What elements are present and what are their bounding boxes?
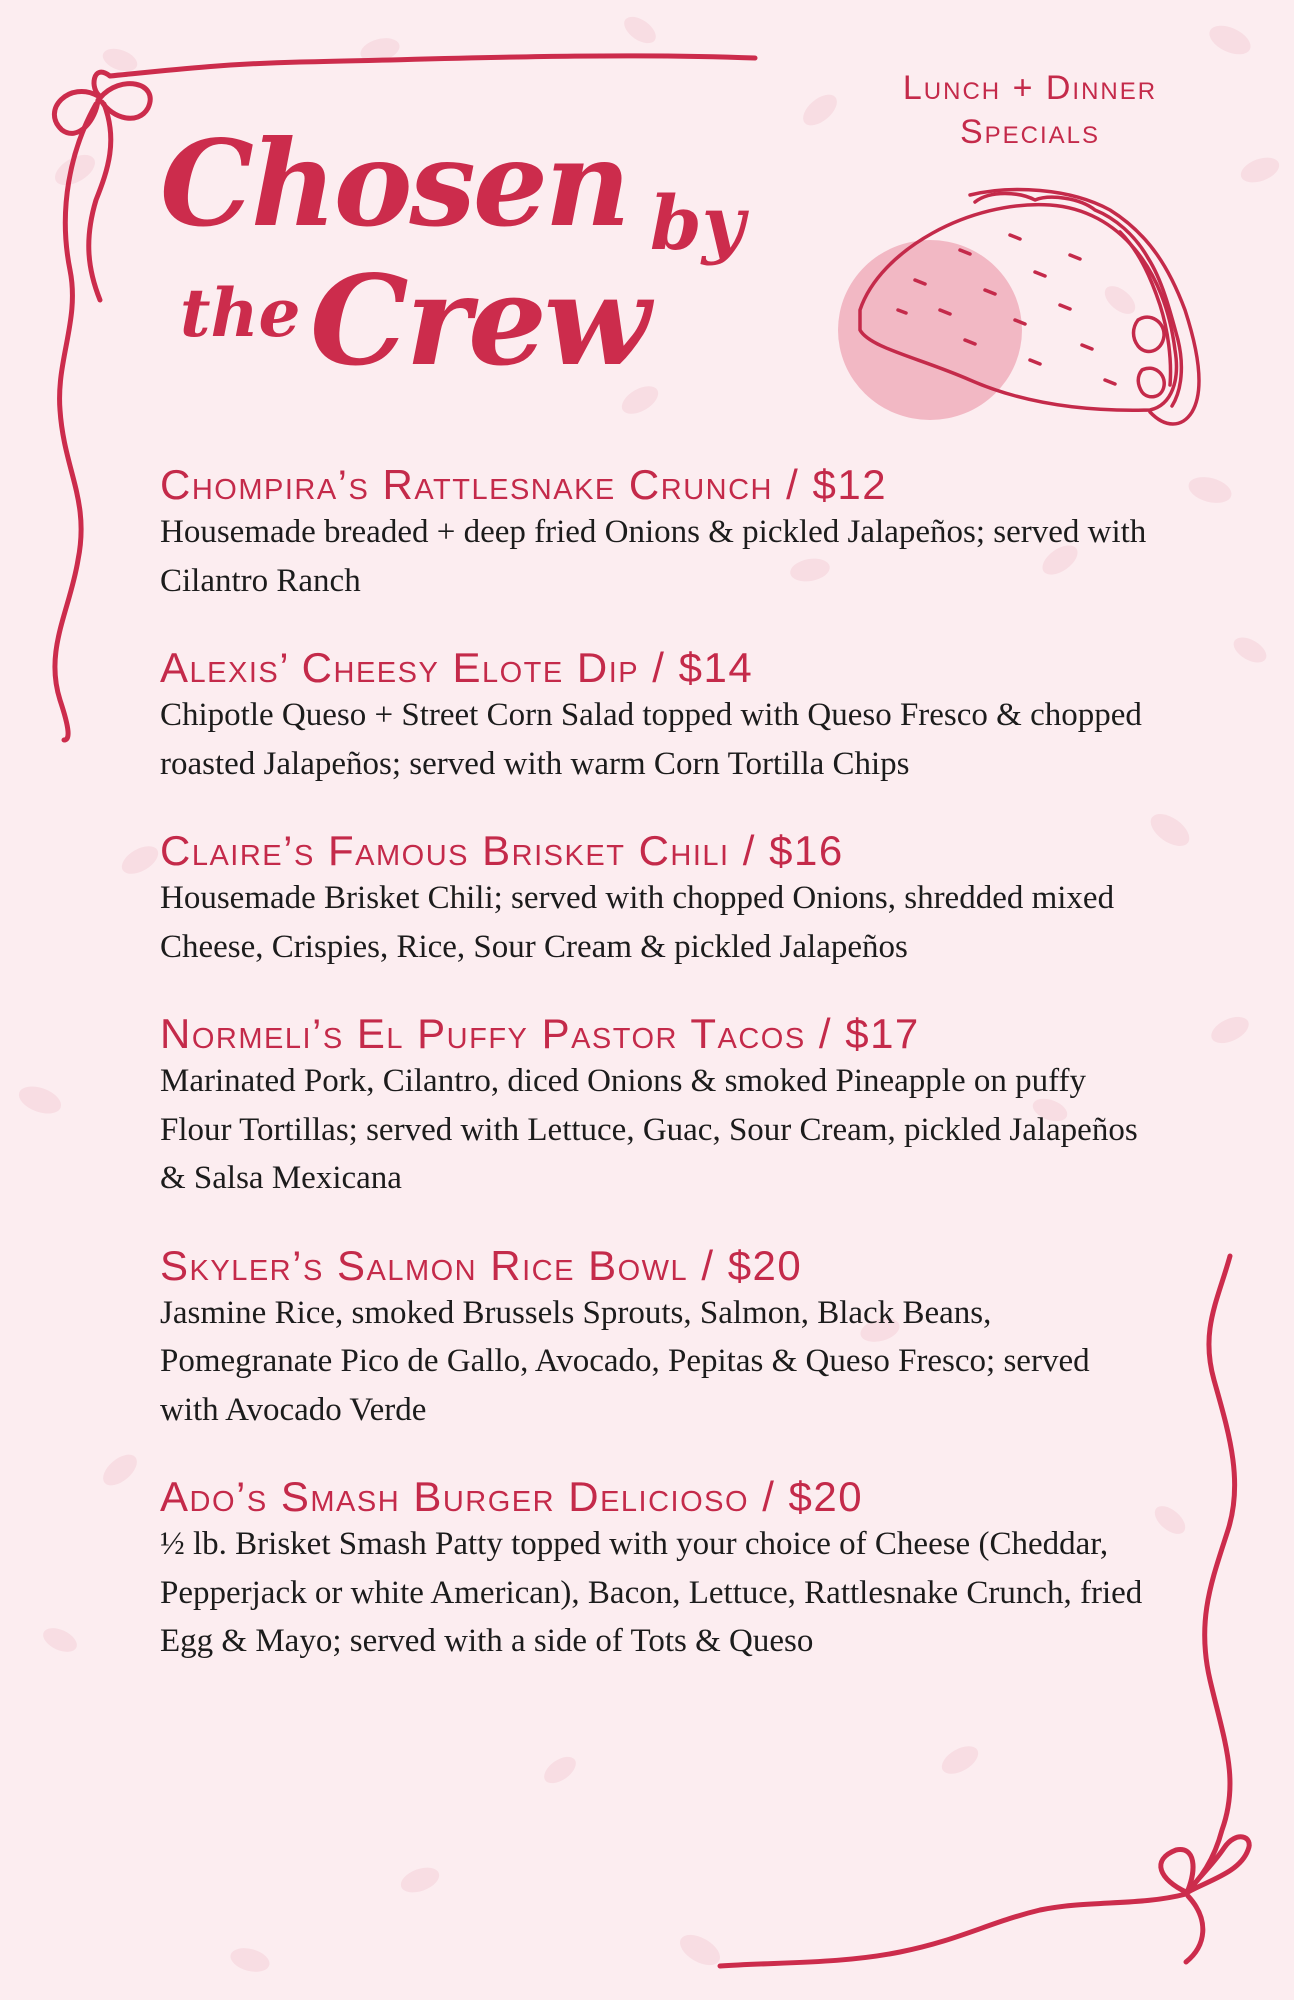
menu-item-description: Marinated Pork, Cilantro, diced Onions & smoked Pineapple on puffy Flour Tortillas; served with Lettuce, Guac, Sour Cream, pickled Jalapeños & Salsa Mexicana (160, 1063, 1138, 1196)
menu-item-title: Alexis’ Cheesy Elote Dip / $14 (160, 644, 754, 691)
menu-item (160, 643, 1160, 788)
menu-item (160, 1009, 1160, 1203)
title-by: by (650, 181, 745, 267)
menu-item-title: Skyler’s Salmon Rice Bowl / $20 (160, 1241, 803, 1289)
subtitle-line1: Lunch + Dinner (902, 69, 1158, 107)
menu-item-title: Claire’s Famous Brisket Chili / $16 (160, 827, 844, 874)
menu-item-description: ½ lb. Brisket Smash Patty topped with your choice of Cheese (Cheddar, Pepperjack or white American), Bacon, Lettuce, Rattlesnake Crunch, fried Egg & Mayo; served with a side of Tots & Queso (160, 1526, 1143, 1659)
menu-item-description: Housemade breaded + deep fried Onions & pickled Jalapeños; served with Cilantro Ranch (160, 514, 1147, 599)
menu-item (160, 1472, 1160, 1666)
menu-item-description: Housemade Brisket Chili; served with chopped Onions, shredded mixed Cheese, Crispies, Rice, Sour Cream & pickled Jalapeños (160, 880, 1115, 965)
menu-item (160, 460, 1160, 605)
menu-item-description: Jasmine Rice, smoked Brussels Sprouts, Salmon, Black Beans, Pomegranate Pico de Gallo, Avocado, Pepitas & Queso Fresco; served with Avocado Verde (160, 1294, 1090, 1428)
menu-item (160, 826, 1160, 971)
menu-item-title: Normeli’s El Puffy Pastor Tacos / $17 (160, 1010, 920, 1057)
title-chosen: Chosen (160, 114, 628, 253)
menu-item-title: Chompira’s Rattlesnake Crunch / $12 (160, 461, 888, 508)
title-block (150, 95, 770, 425)
menu-list (160, 460, 1160, 1704)
menu-item-description: Chipotle Queso + Street Corn Salad topped with Queso Fresco & chopped roasted Jalapeños; served with warm Corn Tortilla Chips (160, 697, 1142, 782)
menu-item (160, 1241, 1160, 1435)
menu-item-title: Ado’s Smash Burger Delicioso / $20 (160, 1473, 864, 1520)
title-the: the (180, 274, 301, 352)
title-crew: Crew (310, 249, 648, 394)
subtitle (850, 66, 1210, 154)
subtitle-line2: Specials (959, 113, 1101, 151)
taco-illustration-icon (820, 180, 1220, 440)
